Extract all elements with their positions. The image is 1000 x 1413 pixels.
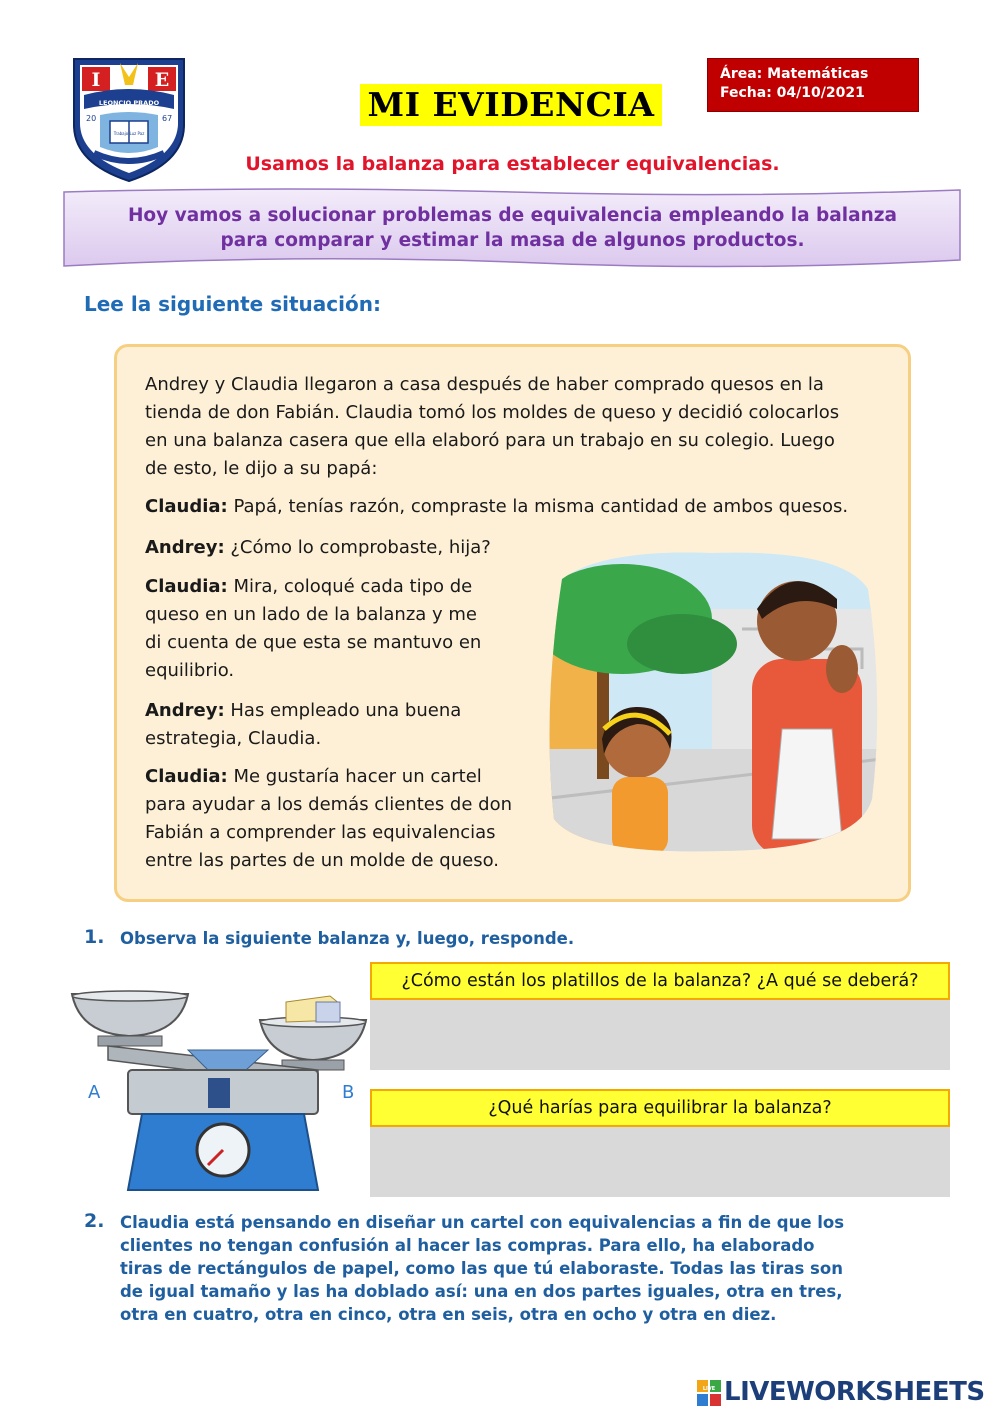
prompt-pans-state: ¿Cómo están los platillos de la balanza? ¿A qué se deberá? [370, 962, 950, 1000]
dialogue-4 [145, 697, 461, 753]
date-label: Fecha: 04/10/2021 [720, 85, 865, 101]
liveworksheets-brand[interactable]: LIVEWORKSHEETS [724, 1377, 985, 1407]
speaker: Andrey: [145, 537, 225, 558]
speaker: Claudia: [145, 496, 228, 517]
dialogue-text: estrategia, Claudia. [145, 728, 322, 749]
dialogue-text: equilibrio. [145, 660, 235, 681]
liveworksheets-icon-text: LIVE [702, 1386, 716, 1392]
question-2-line: de igual tamaño y las ha doblado así: una en dos partes iguales, otra en tres, [120, 1282, 843, 1301]
area-date-box [707, 58, 919, 112]
question-2-number: 2. [84, 1210, 105, 1232]
logo-year-left: 20 [86, 114, 97, 123]
question-2-text [120, 1211, 938, 1326]
intro-line: de esto, le dijo a su papá: [145, 458, 378, 479]
question-1-number: 1. [84, 926, 105, 948]
purpose-line-1: Hoy vamos a solucionar problemas de equivalencia empleando la balanza [127, 205, 898, 226]
dialogue-text: di cuenta de que esta se mantuvo en [145, 632, 482, 653]
prompt-balance-scale: ¿Qué harías para equilibrar la balanza? [370, 1089, 950, 1127]
dialogue-text: queso en un lado de la balanza y me [145, 604, 478, 625]
speaker: Claudia: [145, 576, 228, 597]
dialogue-text: para ayudar a los demás clientes de don [145, 794, 512, 815]
speaker: Andrey: [145, 700, 225, 721]
unbalanced-scale-illustration [68, 990, 368, 1195]
question-2-line: clientes no tengan confusión al hacer las compras. Para ello, ha elaborado [120, 1236, 815, 1255]
pan-a-label: A [88, 1082, 101, 1103]
dialogue-text: Mira, coloqué cada tipo de [227, 576, 473, 597]
page-title: MI EVIDENCIA [360, 84, 662, 126]
dialogue-text: entre las partes de un molde de queso. [145, 850, 500, 871]
purpose-line-2: para comparar y estimar la masa de algunos productos. [220, 230, 805, 251]
claudia-andrey-illustration [542, 549, 882, 855]
speaker: Claudia: [145, 766, 228, 787]
purpose-text [80, 203, 945, 253]
intro-line: Andrey y Claudia llegaron a casa después de haber comprado quesos en la [145, 374, 824, 395]
answer-field-balance-scale[interactable] [370, 1127, 950, 1197]
dialogue-text: Fabián a comprender las equivalencias [145, 822, 496, 843]
logo-letter-e: E [154, 69, 170, 91]
reading-heading: Lee la siguiente situación: [84, 292, 381, 316]
dialogue-1 [145, 493, 848, 521]
logo-motto: Trabajo Luz Paz [113, 131, 145, 136]
question-2-line: tiras de rectángulos de papel, como las que tú elaboraste. Todas las tiras son [120, 1259, 843, 1278]
dialogue-text: Papá, tenías razón, compraste la misma cantidad de ambos quesos. [227, 496, 849, 517]
dialogue-text: Me gustaría hacer un cartel [227, 766, 482, 787]
intro-line: tienda de don Fabián. Claudia tomó los moldes de queso y decidió colocarlos [145, 402, 840, 423]
dialogue-2 [145, 534, 491, 562]
dialogue-5 [145, 763, 512, 875]
dialogue-text: ¿Cómo lo comprobaste, hija? [224, 537, 491, 558]
dialogue-text: Has empleado una buena [224, 700, 462, 721]
liveworksheets-logo-icon [697, 1380, 721, 1406]
question-1-text: Observa la siguiente balanza y, luego, responde. [120, 929, 575, 948]
logo-year-right: 67 [162, 114, 173, 123]
dialogue-3 [145, 573, 481, 685]
lesson-subtitle: Usamos la balanza para establecer equivalencias. [245, 153, 780, 175]
story-intro [145, 371, 839, 483]
intro-line: en una balanza casera que ella elaboró para un trabajo en su colegio. Luego [145, 430, 835, 451]
question-2-line: otra en cuatro, otra en cinco, otra en seis, otra en ocho y otra en diez. [120, 1305, 777, 1324]
logo-letter-i: I [91, 69, 101, 91]
question-2-line: Claudia está pensando en diseñar un cartel con equivalencias a fin de que los [120, 1213, 845, 1232]
answer-field-pans-state[interactable] [370, 1000, 950, 1070]
pan-b-label: B [342, 1082, 355, 1103]
logo-school-name: LEONCIO PRADO [98, 99, 160, 107]
area-label: Área: Matemáticas [720, 66, 869, 82]
